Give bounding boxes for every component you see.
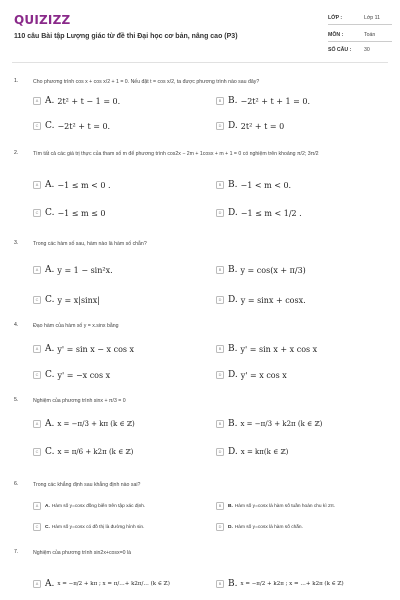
option-a[interactable] bbox=[33, 344, 134, 354]
option-c[interactable] bbox=[33, 295, 100, 305]
option-badge: B bbox=[216, 266, 224, 274]
option-badge: B bbox=[216, 502, 224, 510]
option-letter: B. bbox=[228, 503, 233, 509]
option-c[interactable] bbox=[33, 523, 144, 531]
option-badge: A bbox=[33, 420, 41, 428]
option-text: x = π/6 + k2π (k ∈ ℤ) bbox=[57, 448, 134, 456]
option-text: Hàm số y=cosx là hàm số chẵn. bbox=[234, 524, 303, 530]
option-text: x = −π/2 + kπ ; x = π/…+ k2π/… (k ∈ ℤ) bbox=[57, 581, 170, 587]
option-letter: B. bbox=[228, 344, 238, 354]
option-letter: B. bbox=[228, 579, 238, 589]
option-badge: B bbox=[216, 181, 224, 189]
option-text: −1 ≤ m ≤ 0 bbox=[57, 208, 106, 218]
option-b[interactable] bbox=[216, 419, 322, 429]
meta-label: MÔN : bbox=[328, 32, 344, 38]
option-text: y = 1 − sin²x. bbox=[57, 265, 113, 275]
option-a[interactable] bbox=[33, 579, 170, 589]
option-text: 2t² + t = 0 bbox=[240, 121, 285, 131]
option-text: −1 < m < 0. bbox=[240, 180, 292, 190]
meta-value: 30 bbox=[364, 47, 370, 53]
meta-label: SỐ CÂU : bbox=[328, 47, 352, 53]
option-letter: A. bbox=[45, 579, 55, 589]
option-badge: B bbox=[216, 345, 224, 353]
option-text: 2t² + t − 1 = 0. bbox=[57, 96, 121, 106]
question-text: Đạo hàm của hàm số y = x.sinx bằng bbox=[33, 323, 119, 329]
meta-value: Lớp 11 bbox=[364, 15, 380, 21]
option-badge: D bbox=[216, 371, 224, 379]
option-badge: A bbox=[33, 502, 41, 510]
option-text: y = x|sinx| bbox=[57, 295, 100, 305]
option-letter: A. bbox=[45, 344, 55, 354]
option-text: y = cos(x + π/3) bbox=[240, 265, 306, 275]
option-text: −1 ≤ m < 0 . bbox=[57, 180, 111, 190]
option-letter: D. bbox=[228, 447, 238, 457]
question-text: Nghiệm của phương trình sinx + π/3 = 0 bbox=[33, 398, 126, 404]
option-a[interactable] bbox=[33, 502, 145, 510]
question-text: Cho phương trình cos x + cos x/2 + 1 = 0. Nếu đặt t = cos x/2, ta được phương trình nào sau đây? bbox=[33, 79, 260, 85]
option-letter: D. bbox=[228, 295, 238, 305]
option-letter: D. bbox=[228, 208, 238, 218]
option-badge: C bbox=[33, 448, 41, 456]
option-letter: D. bbox=[228, 524, 233, 530]
option-letter: A. bbox=[45, 503, 50, 509]
option-letter: D. bbox=[228, 121, 238, 131]
option-badge: D bbox=[216, 448, 224, 456]
option-text: y' = sin x + x cos x bbox=[240, 344, 318, 354]
option-badge: C bbox=[33, 371, 41, 379]
option-text: −2t² + t = 0. bbox=[57, 121, 111, 131]
option-c[interactable] bbox=[33, 370, 110, 380]
question-text: Nghiệm của phương trình sin2x+cosx=0 là bbox=[33, 550, 131, 556]
option-d[interactable] bbox=[216, 295, 306, 305]
worksheet-title: 110 câu Bài tập Lượng giác từ đề thi Đại học cơ bản, nâng cao (P3) bbox=[14, 33, 238, 40]
option-b[interactable] bbox=[216, 344, 317, 354]
question-number: 7. bbox=[14, 549, 19, 555]
option-text: x = −π/3 + k2π (k ∈ ℤ) bbox=[240, 420, 323, 428]
option-text: Hàm số y=cosx là hàm số tuần hoàn chu kì 2π. bbox=[234, 503, 336, 509]
option-badge: D bbox=[216, 523, 224, 531]
question-number: 2. bbox=[14, 150, 19, 156]
question-number: 6. bbox=[14, 481, 19, 487]
option-badge: C bbox=[33, 523, 41, 531]
option-badge: A bbox=[33, 345, 41, 353]
option-letter: C. bbox=[45, 370, 55, 380]
option-badge: C bbox=[33, 296, 41, 304]
option-badge: B bbox=[216, 97, 224, 105]
option-text: x = −π/2 + k2π ; x = …+ k2π (k ∈ ℤ) bbox=[240, 581, 344, 587]
option-letter: A. bbox=[45, 96, 55, 106]
option-a[interactable] bbox=[33, 419, 135, 429]
option-letter: C. bbox=[45, 121, 55, 131]
header-divider bbox=[12, 62, 388, 63]
option-letter: B. bbox=[228, 419, 238, 429]
option-a[interactable] bbox=[33, 180, 111, 190]
option-badge: B bbox=[216, 420, 224, 428]
question-number: 4. bbox=[14, 322, 19, 328]
option-letter: D. bbox=[228, 370, 238, 380]
option-text: Hàm số y=cosx đồng biến trên tập xác định. bbox=[51, 503, 146, 509]
option-text: x = −π/3 + kπ (k ∈ ℤ) bbox=[57, 420, 135, 428]
option-badge: D bbox=[216, 209, 224, 217]
option-b[interactable] bbox=[216, 265, 306, 275]
option-letter: C. bbox=[45, 295, 55, 305]
option-a[interactable] bbox=[33, 96, 120, 106]
option-d[interactable] bbox=[216, 447, 288, 457]
option-letter: C. bbox=[45, 447, 55, 457]
option-badge: B bbox=[216, 580, 224, 588]
option-b[interactable] bbox=[216, 502, 335, 510]
question-number: 3. bbox=[14, 240, 19, 246]
option-text: x = kπ(k ∈ ℤ) bbox=[240, 448, 289, 456]
option-badge: D bbox=[216, 122, 224, 130]
option-badge: A bbox=[33, 181, 41, 189]
option-badge: A bbox=[33, 97, 41, 105]
option-text: y' = −x cos x bbox=[57, 370, 111, 380]
option-badge: C bbox=[33, 122, 41, 130]
option-c[interactable] bbox=[33, 121, 110, 131]
question-text: Tìm tất cả các giá trị thực của tham số m để phương trình cos2x − 2m + 1cosx + m + 1 = 0 có nghiệm trên khoảng π/2; 3π/2 bbox=[33, 151, 319, 157]
option-text: y = sinx + cosx. bbox=[240, 295, 306, 305]
option-letter: B. bbox=[228, 96, 238, 106]
option-text: y' = sin x − x cos x bbox=[57, 344, 135, 354]
worksheet-header bbox=[0, 0, 400, 62]
meta-label: LỚP : bbox=[328, 15, 343, 21]
option-c[interactable] bbox=[33, 208, 105, 218]
option-text: −2t² + t + 1 = 0. bbox=[240, 96, 311, 106]
option-d[interactable] bbox=[216, 523, 303, 531]
option-d[interactable] bbox=[216, 370, 287, 380]
option-badge: C bbox=[33, 209, 41, 217]
option-b[interactable] bbox=[216, 180, 291, 190]
question-text: Trong các khẳng định sau khẳng định nào sai? bbox=[33, 482, 141, 488]
option-a[interactable] bbox=[33, 265, 113, 275]
option-text: y' = x cos x bbox=[240, 370, 287, 380]
option-d[interactable] bbox=[216, 208, 302, 218]
option-text: Hàm số y=cosx có đồ thị là đường hình sin. bbox=[51, 524, 145, 530]
option-badge: A bbox=[33, 580, 41, 588]
option-badge: A bbox=[33, 266, 41, 274]
option-c[interactable] bbox=[33, 447, 133, 457]
question-number: 5. bbox=[14, 397, 19, 403]
question-text: Trong các hàm số sau, hàm nào là hàm số chẵn? bbox=[33, 241, 147, 247]
option-letter: B. bbox=[228, 180, 238, 190]
option-badge: D bbox=[216, 296, 224, 304]
question-number: 1. bbox=[14, 78, 19, 84]
option-b[interactable] bbox=[216, 579, 344, 589]
option-letter: C. bbox=[45, 524, 50, 530]
option-letter: B. bbox=[228, 265, 238, 275]
option-d[interactable] bbox=[216, 121, 284, 131]
quizizz-logo: QUIZIZZ bbox=[14, 13, 71, 27]
meta-value: Toán bbox=[364, 32, 376, 38]
option-b[interactable] bbox=[216, 96, 310, 106]
option-letter: A. bbox=[45, 180, 55, 190]
option-letter: C. bbox=[45, 208, 55, 218]
option-text: −1 ≤ m < 1/2 . bbox=[240, 208, 302, 218]
option-letter: A. bbox=[45, 265, 55, 275]
option-letter: A. bbox=[45, 419, 55, 429]
